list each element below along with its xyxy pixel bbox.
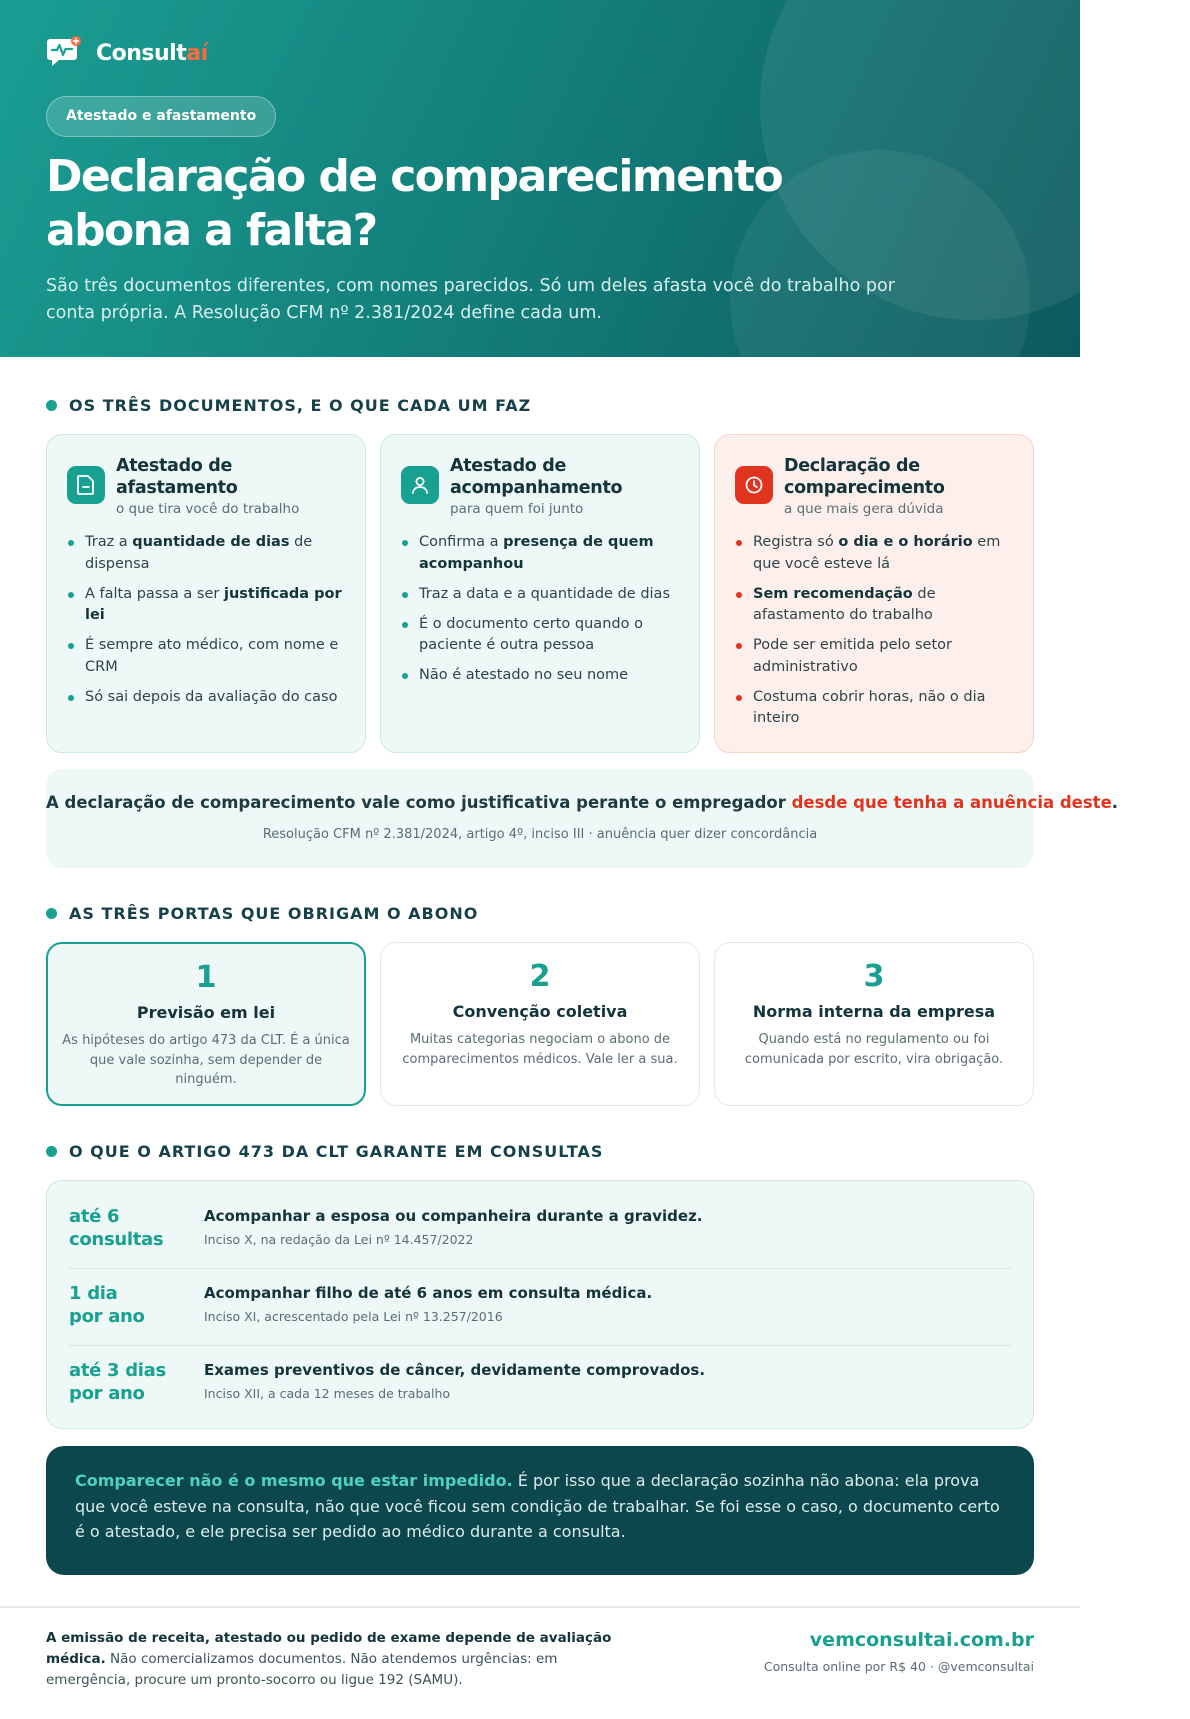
list-item: É o documento certo quando o paciente é outra pessoa [401,614,681,657]
list-item: Não é atestado no seu nome [401,665,681,687]
legal-note-text: A declaração de comparecimento vale como justificativa perante o empregador desde que tenha a anuência deste. [46,793,1119,812]
person-icon [401,466,439,504]
doc-card-title: Atestado de afastamento [116,456,238,498]
row-main-text: Acompanhar a esposa ou companheira durante a gravidez. [204,1207,703,1225]
door-title: Previsão em lei [136,1003,276,1022]
brand-logo[interactable] [46,36,208,70]
bullet-dot [46,908,57,919]
list-item: Confirma a presença de quem acompanhou [401,532,681,575]
legal-note-source: Resolução CFM nº 2.381/2024, artigo 4º, inciso III · anuência quer dizer concordância [262,827,818,842]
door-number: 3 [863,959,885,994]
legal-note-highlight: desde que tenha a anuência deste [791,793,1112,812]
doc-card-declaracao-comparecimento [714,434,1034,753]
article-473-table [46,1180,1034,1429]
quantity-label: até 3 dias por ano [69,1360,166,1404]
quantity-label: até 6 consultas [69,1206,164,1250]
document-icon [67,466,105,504]
page-title [46,150,906,258]
doc-card-subtitle: o que tira você do trabalho [116,501,300,517]
doc-card-list [67,532,347,708]
callout-box [46,1446,1034,1575]
section-title-article: O QUE O ARTIGO 473 DA CLT GARANTE EM CONSULTAS [46,1142,603,1161]
doc-card-subtitle: para quem foi junto [450,501,584,517]
category-tag: Atestado e afastamento [46,96,276,137]
door-description: As hipóteses do artigo 473 da CLT. É a única que vale sozinha, sem depender de ninguém. [62,1033,350,1087]
door-card-1 [46,942,366,1106]
hero-banner [0,0,1080,357]
title-line-1: Declaração de comparecimento [46,151,783,202]
hero-subtitle: São três documentos diferentes, com nomes parecidos. Só um deles afasta você do trabalho por conta própria. A Resolução CFM nº 2.381/2024 define cada um. [46,276,895,323]
door-card-3 [714,942,1034,1106]
door-title: Norma interna da empresa [752,1002,996,1021]
clock-icon [735,466,773,504]
list-item: A falta passa a ser justificada por lei [67,584,347,627]
doc-card-list [735,532,1015,730]
table-row [69,1345,1011,1422]
door-title: Convenção coletiva [452,1002,628,1021]
doc-card-subtitle: a que mais gera dúvida [784,501,944,517]
list-item: É sempre ato médico, com nome e CRM [67,635,347,678]
list-item: Pode ser emitida pelo setor administrativo [735,635,1015,678]
footer-divider [0,1606,1080,1608]
door-description: Quando está no regulamento ou foi comunicada por escrito, vira obrigação. [744,1032,1004,1067]
door-number: 1 [195,960,217,995]
legal-note-box [46,769,1119,868]
list-item: Costuma cobrir horas, não o dia inteiro [735,687,1015,730]
list-item: Registra só o dia e o horário em que você esteve lá [735,532,1015,575]
bullet-dot [46,400,57,411]
doc-card-atestado-afastamento [46,434,366,753]
callout-text: É por isso que a declaração sozinha não abona: ela prova que você esteve na consulta, não que você ficou sem condição de trabalhar. Se foi esse o caso, o documento certo é o atestado, e ele precisa ser pedido ao médico durante a consulta. [75,1471,1000,1541]
section-title-doors: AS TRÊS PORTAS QUE OBRIGAM O ABONO [46,904,478,923]
list-item: Sem recomendação de afastamento do trabalho [735,584,1015,627]
row-main-text: Acompanhar filho de até 6 anos em consulta médica. [204,1284,653,1302]
footer-disclaimer: A emissão de receita, atestado ou pedido de exame depende de avaliação médica. Não comercializamos documentos. Não atendemos urgências: em emergência, procure um pronto-socorro ou ligue 192 (SAMU). [46,1630,612,1688]
list-item: Só sai depois da avaliação do caso [67,687,347,709]
doc-card-list [401,532,681,687]
row-source-text: Inciso XII, a cada 12 meses de trabalho [204,1386,451,1401]
website-link[interactable]: vemconsultai.com.br [809,1629,1034,1651]
doc-card-title: Declaração de comparecimento [784,456,945,498]
row-main-text: Exames preventivos de câncer, devidamente comprovados. [204,1361,706,1379]
title-line-2: abona a falta? [46,205,377,256]
footer-tagline: Consulta online por R$ 40 · @vemconsultai [763,1659,1034,1674]
door-description: Muitas categorias negociam o abono de comparecimentos médicos. Vale ler a sua. [402,1032,678,1067]
row-source-text: Inciso XI, acrescentado pela Lei nº 13.257/2016 [204,1309,503,1324]
row-source-text: Inciso X, na redação da Lei nº 14.457/2022 [204,1232,474,1247]
door-number: 2 [529,959,551,994]
section-title-documents: OS TRÊS DOCUMENTOS, E O QUE CADA UM FAZ [46,396,531,415]
chat-heartbeat-icon [46,36,82,70]
list-item: Traz a quantidade de dias de dispensa [67,532,347,575]
quantity-label: 1 dia por ano [69,1283,145,1327]
doc-card-atestado-acompanhamento [380,434,700,753]
doc-card-title: Atestado de acompanhamento [450,456,623,498]
door-card-2 [380,942,700,1106]
table-row [69,1268,1011,1345]
callout-highlight: Comparecer não é o mesmo que estar impedido. [75,1471,513,1490]
list-item: Traz a data e a quantidade de dias [401,584,681,606]
brand-name: Consultaí [96,40,208,66]
bullet-dot [46,1146,57,1157]
